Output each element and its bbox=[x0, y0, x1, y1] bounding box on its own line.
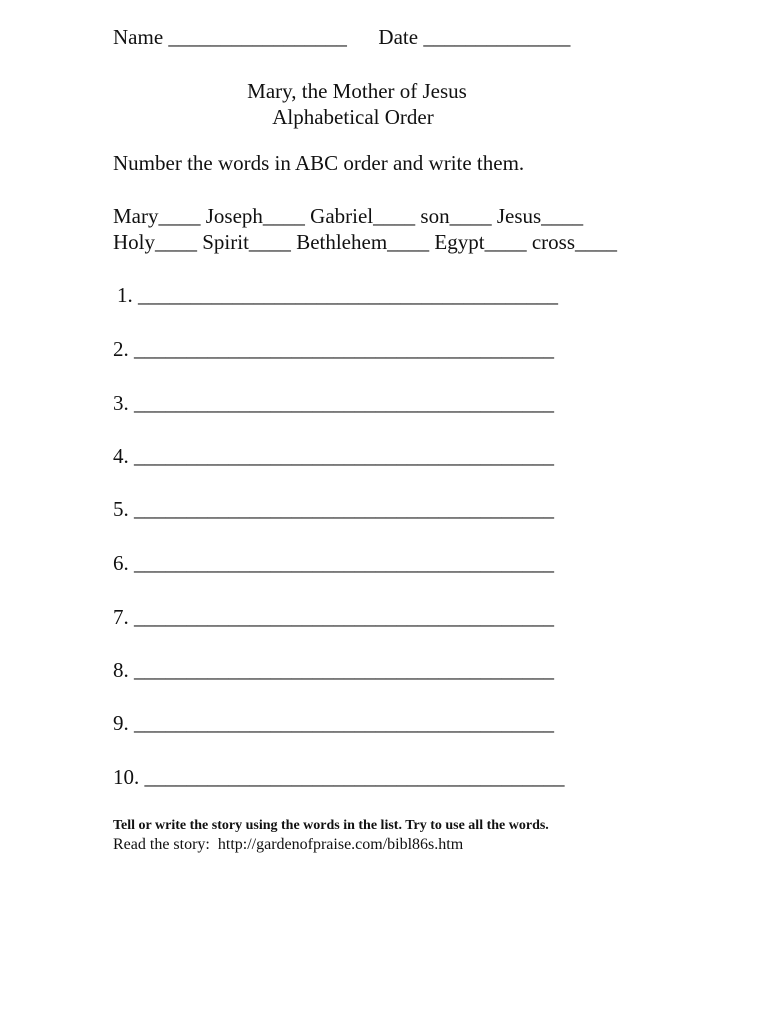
footer-read-story bbox=[113, 835, 463, 855]
worksheet-subtitle: Alphabetical Order bbox=[272, 105, 434, 129]
instructions-text: Number the words in ABC order and write them. bbox=[113, 151, 525, 175]
answer-line-2: 2. ________________________________________ bbox=[113, 337, 554, 361]
answer-line-6: 6. ________________________________________ bbox=[113, 551, 554, 575]
word-bethlehem: Bethlehem____ bbox=[296, 230, 430, 254]
name-label: Name bbox=[113, 25, 164, 49]
answer-line-1: 1. ________________________________________ bbox=[117, 283, 558, 307]
worksheet-title: Mary, the Mother of Jesus bbox=[247, 79, 467, 103]
answer-line-8: 8. ________________________________________ bbox=[113, 658, 554, 682]
word-gabriel: Gabriel____ bbox=[310, 204, 416, 228]
read-story-label: Read the story: bbox=[113, 836, 210, 853]
answer-line-7: 7. ________________________________________ bbox=[113, 605, 554, 629]
word-egypt: Egypt____ bbox=[434, 230, 527, 254]
footer-instruction: Tell or write the story using the words in the list. Try to use all the words. bbox=[113, 818, 549, 833]
date-label: Date bbox=[378, 25, 419, 49]
header-line bbox=[113, 24, 570, 50]
word-son: son____ bbox=[420, 204, 492, 228]
answer-line-4: 4. ________________________________________ bbox=[113, 444, 554, 468]
story-url: http://gardenofpraise.com/bibl86s.htm bbox=[217, 836, 464, 853]
word-jesus: Jesus____ bbox=[496, 204, 584, 228]
word-mary: Mary____ bbox=[113, 204, 201, 228]
answer-line-10: 10. ________________________________________ bbox=[113, 765, 565, 789]
name-blank: _________________ bbox=[168, 25, 347, 49]
word-joseph: Joseph____ bbox=[205, 204, 305, 228]
word-holy: Holy____ bbox=[113, 230, 197, 254]
word-list-row-1 bbox=[113, 203, 583, 229]
word-cross: cross____ bbox=[531, 230, 618, 254]
word-spirit: Spirit____ bbox=[202, 230, 291, 254]
date-blank: ______________ bbox=[423, 25, 571, 49]
word-list-row-2 bbox=[113, 229, 617, 255]
answer-line-9: 9. ________________________________________ bbox=[113, 711, 554, 735]
answer-line-5: 5. ________________________________________ bbox=[113, 497, 554, 521]
answer-line-3: 3. ________________________________________ bbox=[113, 391, 554, 415]
